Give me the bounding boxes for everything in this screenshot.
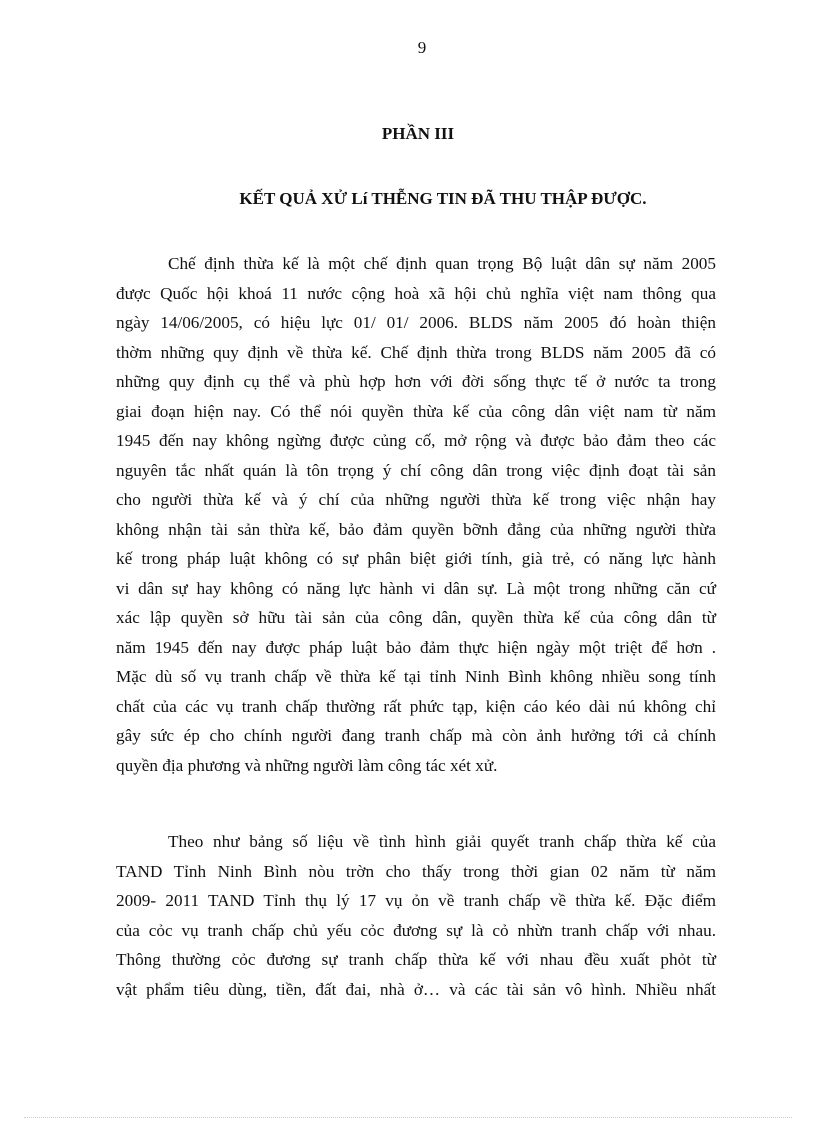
text-line: gây sức ép cho chính người đang tranh chấp mà còn ảnh hưởng tới cả chính <box>116 726 716 745</box>
text-line: 1945 đến nay không ngừng được củng cố, mở rộng và được bảo đảm theo các <box>116 431 716 450</box>
text-line: xác lập quyền sở hữu tài sản của công dân, quyền thừa kế của công dân từ <box>116 608 716 627</box>
text-line: của cỏc vụ tranh chấp chủ yếu cỏc đương sự là cỏ nhừn tranh chấp với nhau. <box>116 920 716 940</box>
text-line: ngày 14/06/2005, có hiệu lực 01/ 01/ 2006. BLDS năm 2005 đó hoàn thiện <box>116 313 716 332</box>
text-line: những quy định cụ thể và phù hợp hơn với đời sống thực tế ở nước ta trong <box>116 372 716 391</box>
section-title: PHẦN III <box>381 124 455 143</box>
text-line: cho người thừa kế và ý chí của những người thừa kế trong việc nhận hay <box>116 490 716 509</box>
text-line: vi dân sự hay không có năng lực hành vi dân sự. Là một trong những căn cứ <box>116 578 716 598</box>
text-line: 2009- 2011 TAND Tỉnh thụ lý 17 vụ ỏn về tranh chấp về thừa kế. Đặc điểm <box>116 891 716 910</box>
text-line: quyền địa phương và những người làm công tác xét xử. <box>116 755 498 775</box>
text-line: vật phẩm tiêu dùng, tiền, đất đai, nhà ở… và các tài sản vô hình. Nhiều nhất <box>116 979 716 999</box>
text-line: năm 1945 đến nay được pháp luật bảo đảm thực hiện ngày một triệt để hơn . <box>116 637 716 657</box>
text-line: Theo như bảng số liệu về tình hình giải quyết tranh chấp thừa kế của <box>168 832 716 851</box>
text-line: chất của các vụ tranh chấp thường rất phức tạp, kiện cáo kéo dài nú không chỉ <box>116 696 716 716</box>
text-line: Chế định thừa kế là một chế định quan trọng Bộ luật dân sự năm 2005 <box>168 254 716 273</box>
text-line: kế trong pháp luật không có sự phân biệt giới tính, già trẻ, có năng lực hành <box>116 549 716 568</box>
text-line: TAND Tỉnh Ninh Bình nòu trờn cho thấy trong thời gian 02 năm từ năm <box>116 861 716 881</box>
page-bottom-divider <box>24 1117 792 1118</box>
text-line: giai đoạn hiện nay. Có thể nói quyền thừa kế của công dân việt nam từ năm <box>116 401 716 421</box>
section-subtitle: KẾT QUẢ XỬ Lí THỄNG TIN ĐÃ THU THẬP ĐƯỢC. <box>239 189 647 208</box>
text-line: Mặc dù số vụ tranh chấp về thừa kế tại tỉnh Ninh Bình không nhiều song tính <box>116 667 716 686</box>
page-number: 9 <box>417 38 427 57</box>
paragraph-1 <box>116 249 716 780</box>
text-line: không nhận tài sản thừa kế, bảo đảm quyền bỡnh đẳng của những người thừa <box>116 519 716 539</box>
text-line: thờm những quy định về thừa kế. Chế định thừa trong BLDS năm 2005 đã có <box>116 342 716 362</box>
text-line: Thông thường cỏc đương sự tranh chấp thừa kế với nhau đều xuất phỏt từ <box>116 950 716 969</box>
text-line: được Quốc hội khoá 11 nước cộng hoà xã hội chủ nghĩa việt nam thông qua <box>116 283 716 303</box>
paragraph-2 <box>116 827 716 1004</box>
text-line: nguyên tắc nhất quán là tôn trọng ý chí công dân trong việc định đoạt tài sản <box>116 460 716 480</box>
